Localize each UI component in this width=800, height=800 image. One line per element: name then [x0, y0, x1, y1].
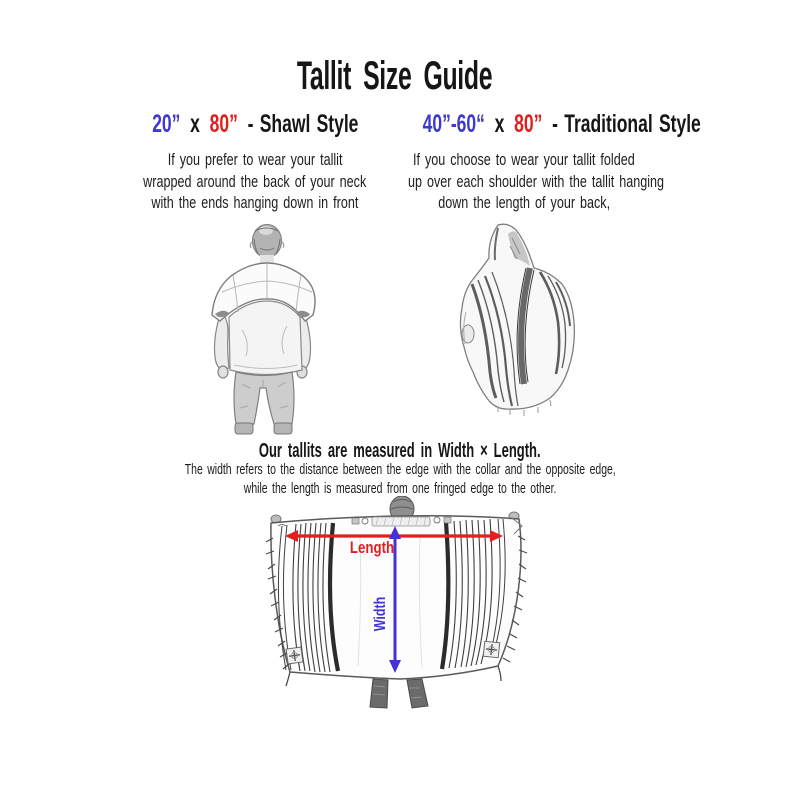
detail-line: while the length is measured from one fringed edge to the other.: [243, 480, 557, 497]
length-label: Length: [349, 538, 395, 558]
traditional-description: [363, 149, 685, 214]
shawl-length-value: 80”: [209, 110, 238, 138]
shawl-times-sign: x: [189, 110, 200, 138]
hooded-tallit-illustration: [460, 224, 574, 416]
man-shirt-illustration: [229, 301, 302, 375]
man-traditional-back-illustration: [438, 222, 640, 436]
description-line: If you prefer to wear your tallit: [167, 150, 343, 169]
detail-line: The width refers to the distance between the edge with the collar and the opposite edge,: [184, 462, 616, 478]
man-head-illustration: [250, 225, 284, 266]
measurement-note-detail: [0, 461, 800, 498]
measurement-note-heading: Our tallits are measured in Width × Length.: [259, 440, 541, 462]
traditional-style-figure: [438, 222, 640, 436]
shawl-style-name: - Shawl Style: [247, 110, 359, 138]
shawl-width-value: 20”: [151, 110, 181, 138]
shawl-style-figure: [170, 222, 350, 436]
holder-legs-illustration: [370, 679, 428, 708]
width-label: Width: [371, 596, 390, 632]
description-line: wrapped around the back of your neck: [143, 171, 367, 191]
description-line: If you choose to wear your tallit folded: [413, 150, 635, 169]
man-shawl-back-illustration: [170, 222, 350, 436]
description-line: down the length of your back,: [438, 193, 610, 212]
traditional-times-sign: x: [494, 110, 505, 138]
page-title: Tallit Size Guide: [297, 54, 493, 98]
description-line: up over each shoulder with the tallit hanging: [407, 171, 665, 191]
traditional-width-value: 40”-60“: [422, 110, 485, 138]
man-pants-illustration: [234, 372, 294, 434]
traditional-length-value: 80”: [514, 110, 543, 138]
traditional-style-name: - Traditional Style: [552, 110, 701, 138]
tallit-measurement-diagram: [260, 496, 540, 720]
spread-tallit-illustration: [260, 496, 540, 720]
traditional-column-heading: [363, 110, 701, 139]
description-line: with the ends hanging down in front: [151, 193, 359, 212]
